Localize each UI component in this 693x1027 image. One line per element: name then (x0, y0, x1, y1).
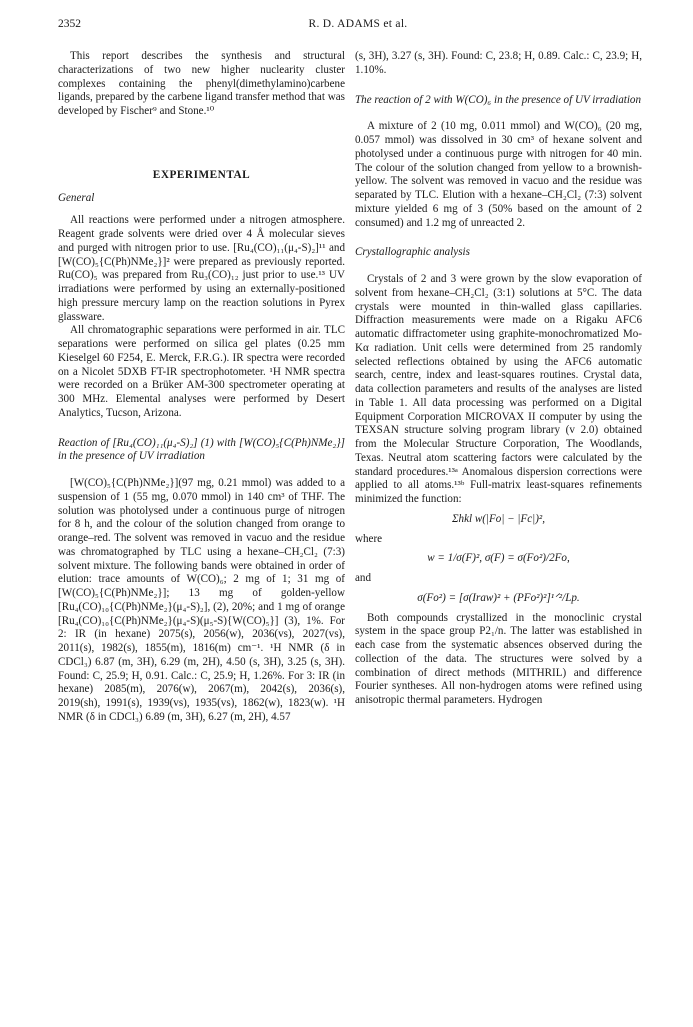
running-head: R. D. ADAMS et al. (308, 18, 408, 30)
equation-sigma: σ(Fo²) = [σ(Iraw)² + (PFo²)²]¹ᐟ²/Lp. (417, 591, 580, 604)
reaction-2-heading: The reaction of 2 with W(CO)₆ in the presence of UV irradiation (355, 93, 641, 106)
experimental-heading: EXPERIMENTAL (152, 168, 251, 181)
intro-paragraph: This report describes the synthesis and structural characterizations of two new higher nuclearity cluster complexes containing the phenyl(dimethylamino)carbene ligands, prepared by the carbene ligand transfer method that was developed by Fischer⁹ and Stone.¹⁰ (58, 50, 345, 117)
final-paragraph: Both compounds crystallized in the monoclinic crystal system in the space group P2₁/n. The latter was established in each case from the systematic absences observed during the collection of the data. The structures were solved by a combination of direct methods (MITHRIL) and difference Fourier syntheses. All non-hydrogen atoms were refined using anisotropic thermal parameters. Hydrogen (355, 611, 642, 706)
equation-minimized-function: Σhkl w(|Fo| − |Fc|)², (451, 512, 546, 525)
reaction-1-heading: Reaction of [Ru₄(CO)₁₁(μ₄-S)₂] (1) with [W(CO)₅{C(Ph)NMe₂}] in the presence of UV irradiation (58, 436, 345, 463)
where-label: where (355, 532, 383, 545)
page-number: 2352 (58, 18, 81, 30)
right-column (355, 50, 642, 708)
reaction-2-paragraph: A mixture of 2 (10 mg, 0.011 mmol) and W(CO)₆ (20 mg, 0.057 mmol) was dissolved in 30 cm³ of hexane solvent and photolysed under a continuous purge with nitrogen for 40 min. The colour of the solution changed from yellow to a brownish-yellow. The solvent was removed in vacuo and the residue was separated by TLC. Elution with a hexane–CH₂Cl₂ (7:3) solvent mixture yielded 6 mg of 3 (50% based on the amount of 2 consumed) and 1.2 mg of unreacted 2. (355, 120, 642, 229)
and-label: and (355, 572, 372, 584)
crystallographic-paragraph: Crystals of 2 and 3 were grown by the slow evaporation of solvent from hexane–CH₂Cl₂ (3:1) solutions at 5°C. The data crystals were mounted in thin-walled glass capillaries. Diffraction measurements were made on a Rigaku AFC6 automatic diffractometer using graphite-monochromatized Mo-Kα radiation. Unit cells were determined from 25 randomly selected reflections obtained by using the AFC6 automatic search, centre, index and least-squares routines. Crystal data, data collection parameters and results of the analyses are listed in Table 1. All data processing was performed on a Digital Equipment Corporation MICROVAX II computer by using the TEXSAN structure solving program library (v 2.0) obtained from the Molecular Structure Corporation, The Woodlands, Texas. Neutral atom scattering factors were calculated by the standard procedures.¹³ᵃ Anomalous dispersion corrections were applied to all atoms.¹³ᵇ Full-matrix least-squares refinements minimized the function: (355, 273, 642, 505)
page-header (58, 18, 658, 40)
general-paragraph-1: All reactions were performed under a nitrogen atmosphere. Reagent grade solvents were dried over 4 Å molecular sieves and purged with nitrogen prior to use. [Ru₄(CO)₁₁(μ₄-S)₂]¹¹ and [W(CO)₅{C(Ph)NMe₂}]² were prepared as previously reported. Ru(CO)₅ was prepared from Ru₃(CO)₁₂ just prior to use.¹³ UV irradiations were performed by using an externally-positioned high pressure mercury lamp on the reaction solutions in Pyrex glassware. (58, 214, 345, 323)
general-heading: General (58, 191, 95, 204)
general-paragraph-2: All chromatographic separations were performed in air. TLC separations were performed on silica gel plates (0.25 mm Kieselgel 60 F254, E. Merck, F.R.G.). IR spectra were recorded on a Nicolet 5DXB FT-IR spectrophotometer. ¹H NMR spectra were recorded on a Brüker AM-300 spectrometer operating at 300 MHz. Elemental analyses were performed by Desert Analytics, Tucson, Arizona. (58, 324, 345, 419)
reaction-1-paragraph: [W(CO)₅{C(Ph)NMe₂}](97 mg, 0.21 mmol) was added to a suspension of 1 (55 mg, 0.070 mmol) in 140 cm³ of THF. The solution was photolysed under a continuous purge of nitrogen for 8 h, and the colour of the solution changed from orange to orange–red. The solvent was removed in vacuo and the residue was chromatographed by TLC using a hexane–CH₂Cl₂ (7:3) solvent mixture. The following bands were obtained in order of elution: trace amounts of W(CO)₆; 2 mg of 1; 31 mg of [W(CO)₅{C(Ph)NMe₂}]; 13 mg of golden-yellow [Ru₄(CO)₁₀{C(Ph)NMe₂}(μ₄-S)₂], (2), 20%; and 1 mg of orange [Ru₄(CO)₁₀{C(Ph)NMe₂}(μ₄-S)(μ₅-S){W(CO)₅}] (3), 1%. For 2: IR (in hexane) 2075(s), 2056(w), 2036(vs), 2027(vs), 2011(s), 1982(s), 1855(m), 1816(m) cm⁻¹. ¹H NMR (δ in CDCl₃) 6.87 (m, 3H), 6.29 (m, 2H), 4.50 (s, 3H), 3.25 (s, 3H). Found: C, 25.9; H, 0.91. Calc.: C, 25.9; H, 1.26%. For 3: IR (in hexane) 2085(m), 2076(w), 2067(m), 2042(s), 2036(s), 2019(sh), 1991(s), 1939(vs), 1935(vs), 1862(w), 1823(w). ¹H NMR (δ in CDCl₃) 6.89 (m, 3H), 6.27 (m, 2H), 4.57 (58, 477, 345, 723)
equation-weights: w = 1/σ(F)², σ(F) = σ(Fo²)/2Fo, (427, 552, 570, 565)
continuation-paragraph: (s, 3H), 3.27 (s, 3H). Found: C, 23.8; H, 0.89. Calc.: C, 23.9; H, 1.10%. (355, 50, 642, 76)
crystallographic-heading: Crystallographic analysis (355, 246, 470, 259)
left-column (58, 50, 345, 725)
